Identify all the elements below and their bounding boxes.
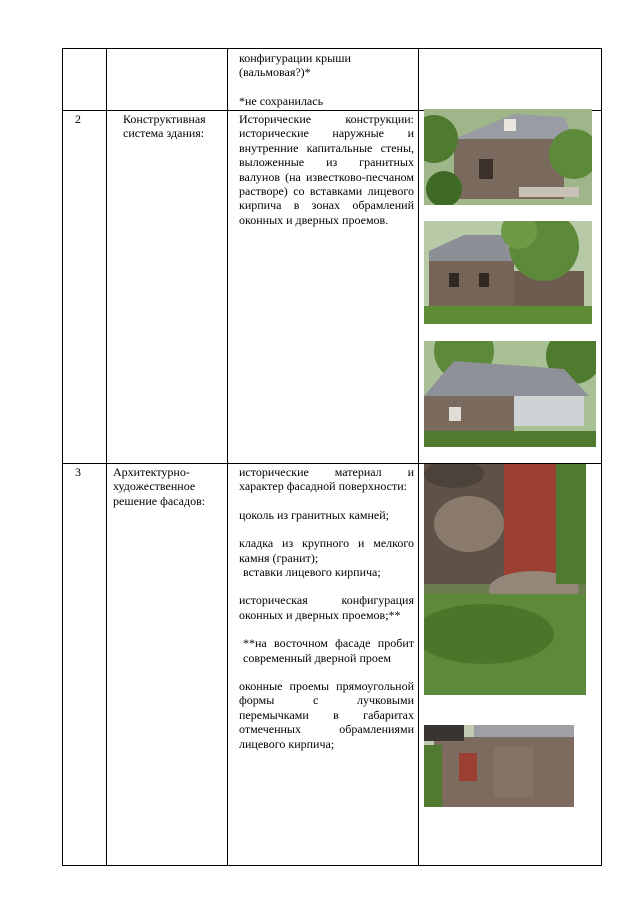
masonry-text: кладка из крупного и мелкого камня (гранит); (239, 536, 414, 565)
window-openings-text: оконные проемы прямоугольной формы с лучковыми перемычками в габаритах отмеченных обрамлениями лицевого кирпича; (239, 679, 414, 751)
east-facade-note: **на восточном фасаде пробит современный дверной проем (243, 636, 414, 665)
brick-inserts-text: вставки лицевого кирпича; (243, 565, 381, 580)
photo-stone-house-3 (424, 341, 596, 447)
row-2-name: Конструктивная система здания: (123, 112, 206, 141)
plinth-text: цоколь из гранитных камней; (239, 507, 389, 522)
roof-config-line-1: конфигурации крыши (239, 51, 351, 65)
roof-config-cell (239, 51, 414, 108)
photo-brick-corner (424, 725, 574, 807)
col-divider-3 (418, 49, 419, 865)
row-2-number: 2 (75, 112, 81, 126)
row-3-description (239, 465, 414, 751)
photo-stone-house-2 (424, 221, 592, 324)
openings-config-text: историческая конфигурация оконных и дверных проемов;** (239, 593, 414, 622)
row-3-number: 3 (75, 465, 81, 479)
roof-config-note: *не сохранилась (239, 93, 324, 108)
row-3-name: Архитектурно-художественное решение фасадов: (113, 465, 206, 508)
col-divider-1 (106, 49, 107, 865)
col-divider-2 (227, 49, 228, 865)
photo-wall-closeup (424, 464, 586, 695)
row-2-description: Исторические конструкции: исторические наружные и внутренние капитальные стены, выложенные из гранитных валунов (на известково-песчаном растворе) со вставками лицевого кирпича в зонах обрамлений оконных и дверных проемов. (239, 112, 414, 227)
roof-config-line-2: (вальмовая?)* (239, 65, 311, 80)
photo-stone-house-1 (424, 109, 592, 205)
facade-material-text: исторические материал и характер фасадной поверхности: (239, 465, 414, 494)
